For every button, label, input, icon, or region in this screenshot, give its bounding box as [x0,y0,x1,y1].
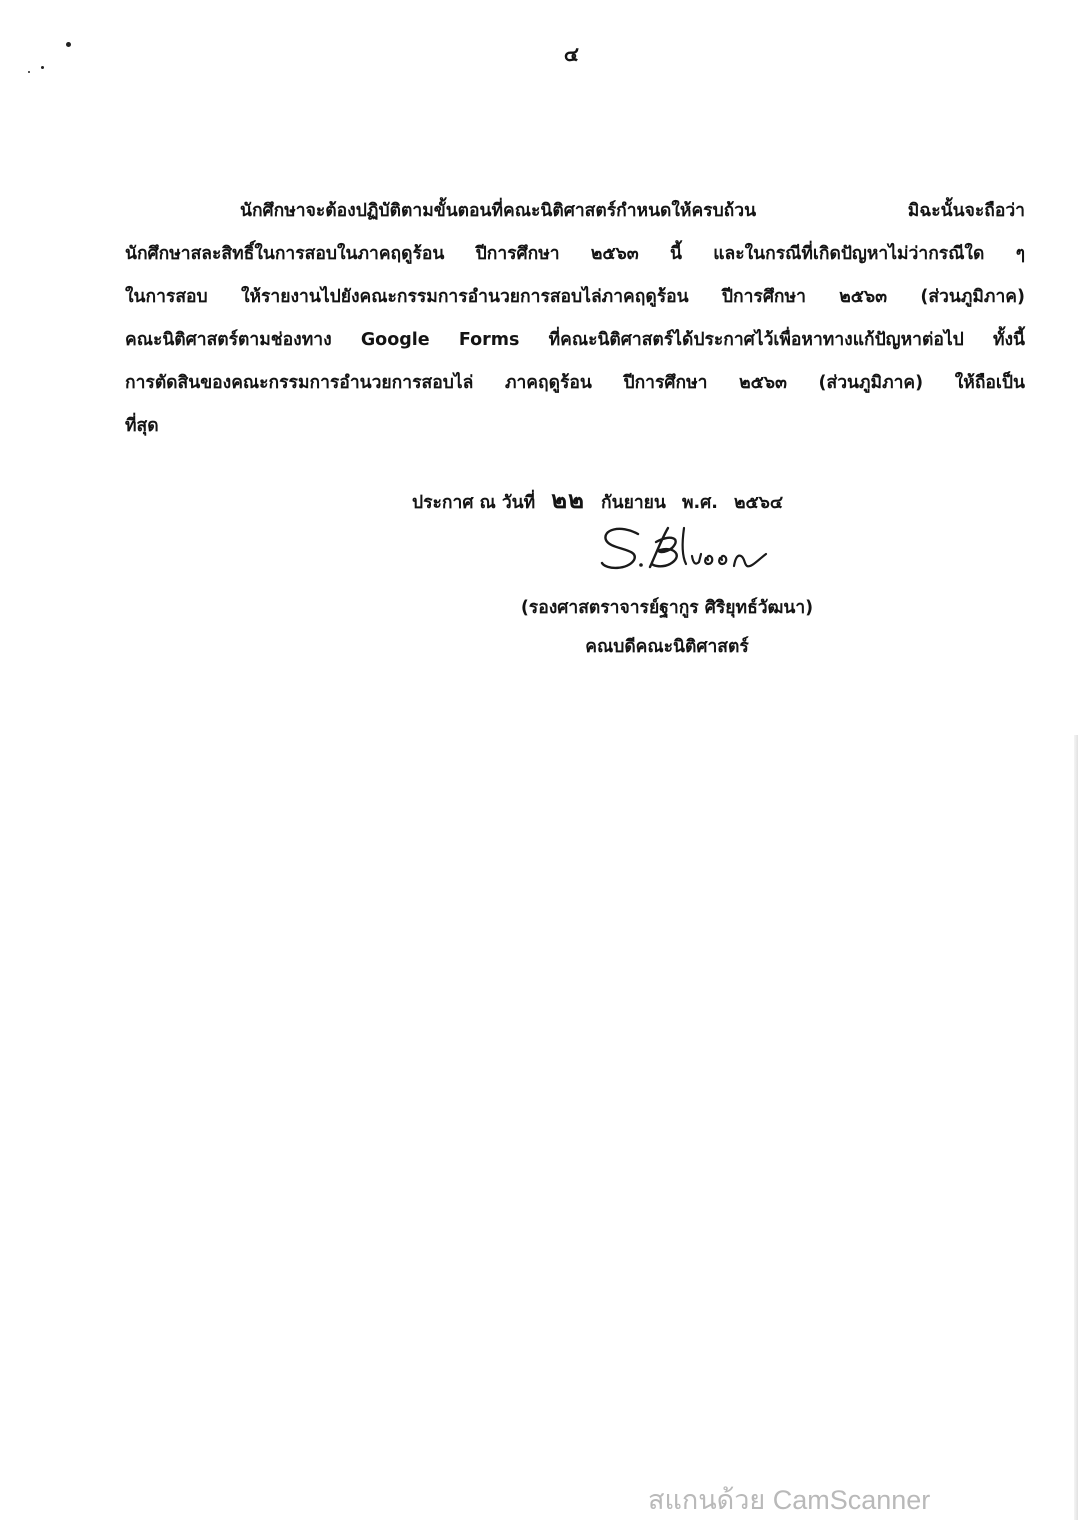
body-line [125,276,1025,319]
body-line-text: ในการสอบ ให้รายงานไปยังคณะกรรมการอำนวยการสอบไล่ภาคฤดูร้อน ปีการศึกษา ๒๕๖๓ (ส่วนภูมิภาค) [125,287,1025,307]
announcement-year: ๒๕๖๔ [734,493,784,513]
announcement-prefix: ประกาศ ณ วันที่ [412,493,536,513]
page-number: ๔ [563,42,580,66]
body-line-text: นักศึกษาจะต้องปฏิบัติตามขั้นตอนที่คณะนิติศาสตร์กำหนดให้ครบถ้วน มิฉะนั้นจะถือว่า [240,201,1025,221]
body-paragraph [125,190,1025,448]
body-line-text: นักศึกษาสละสิทธิ์ในการสอบในภาคฤดูร้อน ปีการศึกษา ๒๕๖๓ นี้ และในกรณีที่เกิดปัญหาไม่ว่ากรณีใด ๆ [125,244,1025,264]
announcement-month: กันยายน [601,493,666,513]
signer-name: (รองศาสตราจารย์ฐากูร ศิริยุทธ์วัฒนา) [520,598,814,618]
body-line-text: คณะนิติศาสตร์ตามช่องทาง Google Forms ที่คณะนิติศาสตร์ได้ประกาศไว้เพื่อหาทางแก้ปัญหาต่อไป ทั้งนี้ [125,330,1025,350]
body-line [125,233,1025,276]
signer-title: คณบดีคณะนิติศาสตร์ [585,637,749,657]
scan-edge-shadow [1074,735,1078,1520]
body-line [125,319,1025,362]
announcement-era: พ.ศ. [681,493,718,513]
camscanner-watermark: สแกนด้วย CamScanner [648,1485,931,1515]
body-line [125,362,1025,405]
announcement-date [412,480,793,519]
announcement-day: ๒๒ [551,486,585,514]
handwritten-signature [598,520,773,580]
body-line [125,190,1025,233]
body-line-text: ที่สุด [125,416,159,436]
body-line-text: การตัดสินของคณะกรรมการอำนวยการสอบไล่ ภาคฤดูร้อน ปีการศึกษา ๒๕๖๓ (ส่วนภูมิภาค) ให้ถือเป็น [125,373,1025,393]
scan-speck [28,71,30,73]
body-line [125,405,1025,448]
